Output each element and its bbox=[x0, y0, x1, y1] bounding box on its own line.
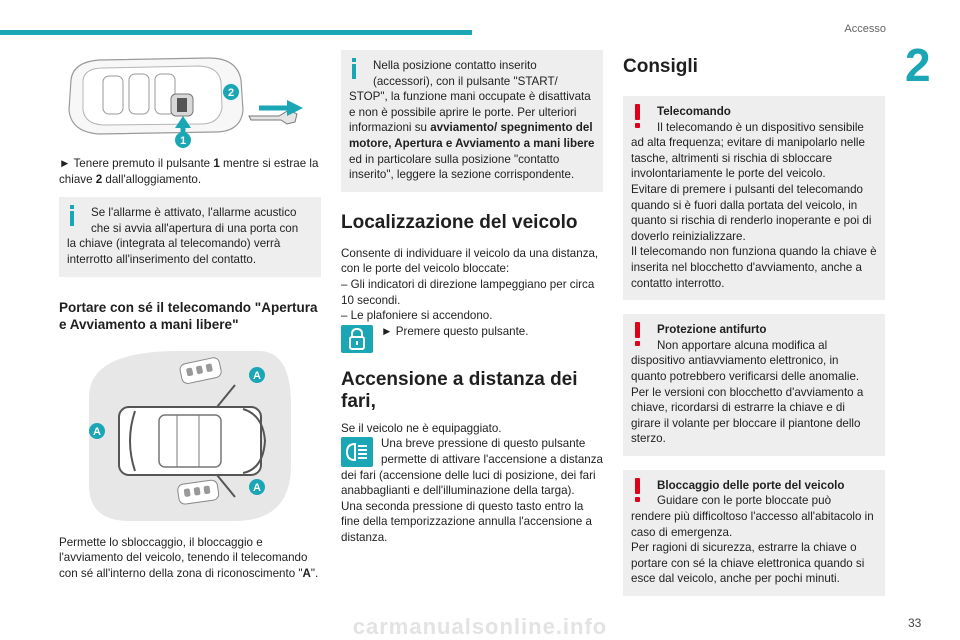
warning-box-door-locking bbox=[623, 470, 885, 596]
warning-text: Il telecomando non funziona quando la chiave è inserita nel blocchetto d'avviamento, anche a contatto interrotto. bbox=[631, 245, 877, 290]
warning-icon bbox=[633, 104, 643, 130]
warning-icon bbox=[633, 322, 643, 348]
info-text-bold: avviamento/ spegnimento del motore, Apertura e Avviamento a mani libere bbox=[349, 121, 595, 150]
info-box-alarm bbox=[59, 197, 321, 276]
location-item-1: – Gli indicatori di direzione lampeggiano per circa 10 secondi. bbox=[341, 277, 595, 307]
step-text: Tenere premuto il pulsante bbox=[73, 157, 214, 170]
warning-text: Il telecomando è un dispositivo sensibile bbox=[657, 120, 864, 134]
hands-free-description bbox=[59, 535, 321, 582]
column-3 bbox=[623, 50, 885, 596]
padlock-button-icon bbox=[341, 325, 373, 353]
step-text: dall'alloggiamento. bbox=[102, 172, 202, 186]
heading-advice: Consigli bbox=[623, 56, 698, 77]
warning-text: Non apportare alcuna modifica al bbox=[657, 338, 828, 352]
info-text: STOP", la funzione mani occupate è disattivata e non è possibile aprire le porte. Per ulteriori informazioni su bbox=[349, 90, 591, 135]
warning-text: dispositivo antiavviamento elettronico, in quanto potrebbero verificarsi delle anomalie. bbox=[631, 354, 860, 383]
heading-vehicle-location: Localizzazione del veicolo bbox=[341, 211, 578, 233]
callout-badge-1: 1 bbox=[179, 135, 187, 147]
step-text: mentre si estrae la chiave bbox=[59, 157, 319, 186]
column-2 bbox=[341, 50, 603, 545]
zone-badge-a: A bbox=[253, 369, 261, 382]
info-icon bbox=[67, 205, 77, 227]
headlight-button-icon bbox=[341, 437, 373, 467]
warning-text: Guidare con le porte bloccate può bbox=[657, 494, 832, 508]
lights-description: Una breve pressione di questo pulsante permette di attivare l'accensione a distanza dei fari (accensione delle luci di posizione, dei fari anabbaglianti e dell'illuminazione della targa). bbox=[341, 437, 603, 498]
body-text: ". bbox=[310, 566, 319, 580]
info-box-start-stop bbox=[341, 50, 603, 192]
step-text: Premere questo pulsante. bbox=[395, 324, 529, 338]
warning-text: Per le versioni con blocchetto d'avviamento a chiave, ricordarsi di estrarre la chiave e di girare il volante per bloccare il piantone dello sterzo. bbox=[631, 385, 864, 446]
warning-box-antitheft bbox=[623, 314, 885, 456]
remote-key-illustration bbox=[59, 50, 321, 150]
warning-text: ad alta frequenza; evitare di manipolarlo nelle tasche, altrimenti si rischia di sbloccare involontariamente le porte del veicolo. bbox=[631, 136, 865, 181]
warning-text: Per ragioni di sicurezza, estrarre la chiave o portare con sé la chiave elettronica quando si esce dal veicolo, anche per pochi minuti. bbox=[631, 541, 865, 586]
callout-badge-2: 2 bbox=[227, 87, 235, 99]
warning-text: rendere più difficoltoso l'accesso all'abitacolo in caso di emergenza. bbox=[631, 510, 874, 539]
info-icon bbox=[349, 58, 359, 80]
warning-icon bbox=[633, 478, 643, 504]
info-text: Se l'allarme è attivato, l'allarme acustico che si avvia all'apertura di una porta con bbox=[91, 206, 299, 235]
header-accent-bar bbox=[0, 30, 472, 35]
subheading-hands-free: Portare con sé il telecomando "Apertura e Avviamento a mani libere" bbox=[59, 299, 318, 332]
location-item-2: – Le plafoniere si accendono. bbox=[341, 309, 493, 323]
warning-text: Evitare di premere i pulsanti del telecomando quando si è fuori dalla portata del veicolo, in quanto si rischia di renderlo inoperante e poi di doverlo reinizializzare. bbox=[631, 182, 872, 243]
heading-remote-lights: Accensione a distanza dei fari, bbox=[341, 368, 578, 412]
lights-cancel: Una seconda pressione di questo tasto entro la fine della temporizzazione annulla l'accensione a distanza. bbox=[341, 499, 592, 544]
warning-box-remote bbox=[623, 96, 885, 300]
body-text: Permette lo sbloccaggio, il bloccaggio e l'avviamento del veicolo, tenendo il telecomando con sé all'interno della zona di riconoscimento " bbox=[59, 535, 308, 580]
car-zone-illustration bbox=[59, 345, 321, 525]
step-ref-1: 1 bbox=[213, 157, 220, 170]
step-release-key bbox=[59, 156, 321, 187]
info-text: Nella posizione contatto inserito (accessori), con il pulsante "START/ bbox=[373, 59, 558, 88]
watermark: carmanualsonline.info bbox=[352, 614, 608, 639]
arrow-bullet: ► bbox=[59, 157, 71, 170]
location-intro: Consente di individuare il veicolo da una distanza, con le porte del veicolo bloccate: bbox=[341, 246, 599, 276]
location-step bbox=[341, 324, 603, 353]
warning-title: Protezione antifurto bbox=[657, 323, 767, 337]
section-label: Accesso bbox=[844, 23, 886, 35]
lights-step bbox=[341, 436, 603, 498]
step-ref-2: 2 bbox=[95, 172, 103, 186]
lights-availability: Se il veicolo ne è equipaggiato. bbox=[341, 421, 502, 435]
zone-badge-a: A bbox=[253, 481, 261, 494]
info-text: ed in particolare sulla posizione "contatto inserito", leggere la sezione corrispondente. bbox=[349, 152, 575, 182]
zone-badge-a: A bbox=[93, 425, 101, 438]
chapter-number: 2 bbox=[905, 39, 931, 91]
warning-title: Telecomando bbox=[657, 105, 731, 118]
arrow-bullet: ► bbox=[381, 324, 393, 338]
info-text: la chiave (integrata al telecomando) verrà interrotto all'inserimento del contatto. bbox=[67, 237, 281, 266]
zone-ref: A bbox=[302, 566, 311, 580]
column-1 bbox=[59, 50, 321, 581]
warning-title: Bloccaggio delle porte del veicolo bbox=[657, 478, 845, 492]
page-number: 33 bbox=[908, 616, 922, 630]
